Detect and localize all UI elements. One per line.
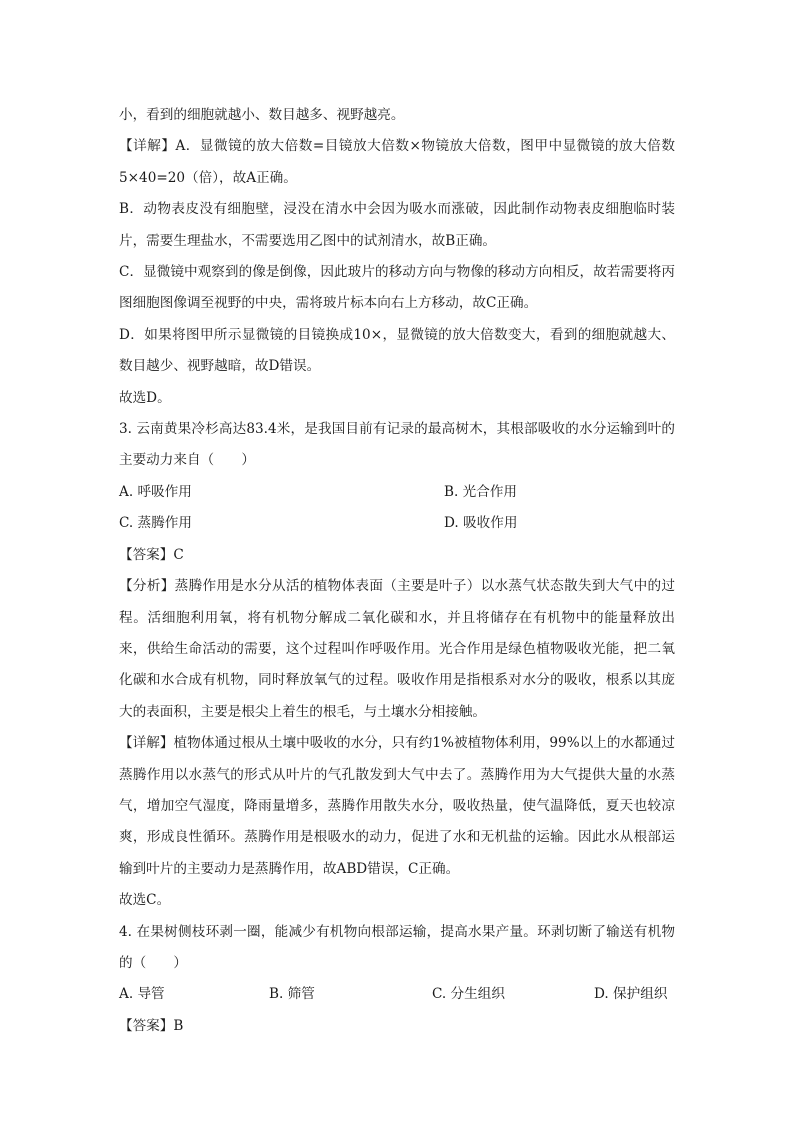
detail-paragraph-a: 【详解】A．显微镜的放大倍数=目镜放大倍数×物镜放大倍数，图甲中显微镜的放大倍数5×40=20（倍），故A正确。 <box>119 138 675 186</box>
question-4-answer: 【答案】B <box>119 1017 184 1034</box>
question-4-stem: 4. 在果树侧枝环剥一圈，能减少有机物向根部运输，提高水果产量。环剥切断了输送有机物的（ ） <box>119 923 675 971</box>
text-line-1: 小，看到的细胞就越小、数目越多、视野越亮。 <box>119 107 405 123</box>
question-3-option-d: D. 吸收作用 <box>444 515 518 532</box>
question-4-options <box>119 979 675 1010</box>
document-body <box>119 100 675 1042</box>
conclusion-q2: 故选D。 <box>119 389 171 406</box>
question-3-detail: 【详解】植物体通过根从土壤中吸收的水分，只有约1%被植物体利用，99%以上的水都通过蒸腾作用以水蒸气的形式从叶片的气孔散发到大气中去了。蒸腾作用为大气提供大量的水蒸气，增加空气湿度，降雨量增多，蒸腾作用散失水分，吸收热量，使气温降低，夏天也较凉爽，形成良性循环。蒸腾作用是根吸水的动力，促进了水和无机盐的运输。因此水从根部运输到叶片的主要动力是蒸腾作用，故ABD错误，C正确。 <box>119 735 675 877</box>
question-3-analysis: 【分析】蒸腾作用是水分从活的植物体表面（主要是叶子）以水蒸气状态散失到大气中的过程。活细胞利用氧，将有机物分解成二氧化碳和水，并且将储存在有机物中的能量释放出来，供给生命活动的需要，这个过程叫作呼吸作用。光合作用是绿色植物吸收光能，把二氧化碳和水合成有机物，同时释放氧气的过程。吸收作用是指根系对水分的吸收，根系以其庞大的表面积，主要是根尖上着生的根毛，与土壤水分相接触。 <box>119 578 675 720</box>
detail-paragraph-b: B．动物表皮没有细胞壁，浸没在清水中会因为吸水而涨破，因此制作动物表皮细胞临时装片，需要生理盐水，不需要选用乙图中的试剂清水，故B正确。 <box>119 201 675 249</box>
question-4-option-c: C. 分生组织 <box>432 986 505 1003</box>
question-3-option-c: C. 蒸腾作用 <box>119 515 192 532</box>
detail-paragraph-d: D．如果将图甲所示显微镜的目镜换成10×，显微镜的放大倍数变大，看到的细胞就越大、数目越少、视野越暗，故D错误。 <box>119 326 675 375</box>
question-3-conclusion: 故选C。 <box>119 892 171 909</box>
detail-paragraph-c: C．显微镜中观察到的像是倒像，因此玻片的移动方向与物像的移动方向相反，故若需要将丙图细胞图像调至视野的中央，需将玻片标本向右上方移动，故C正确。 <box>119 264 675 312</box>
question-4-option-a: A. 导管 <box>119 986 165 1003</box>
question-3-option-b: B. 光合作用 <box>444 483 518 500</box>
question-4-option-b: B. 筛管 <box>269 986 315 1003</box>
question-3-answer: 【答案】C <box>119 546 184 563</box>
question-3-stem: 3. 云南黄果冷杉高达83.4米，是我国目前有记录的最高树木，其根部吸收的水分运输到叶的主要动力来自（ ） <box>119 421 675 469</box>
question-3-option-a: A. 呼吸作用 <box>119 483 192 500</box>
question-3-options-row-2 <box>119 508 675 539</box>
question-3-options-row-1 <box>119 477 675 508</box>
question-4-option-d: D. 保护组织 <box>594 986 668 1003</box>
